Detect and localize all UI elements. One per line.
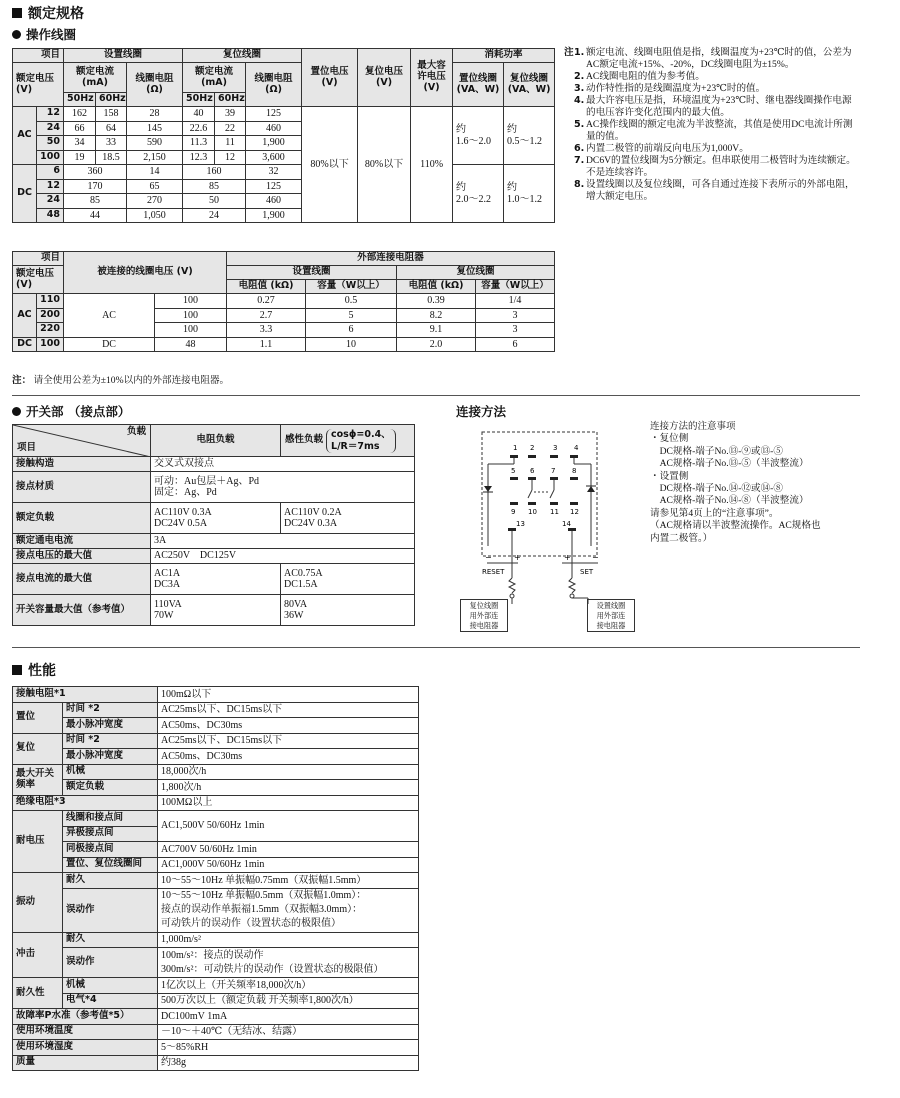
ext-resistor-table	[12, 251, 555, 352]
perf-label: 时间 *2	[63, 733, 158, 749]
perf-value: 5～85%RH	[158, 1040, 419, 1056]
connection-line: ・设置侧	[650, 470, 689, 482]
terminal-label: 10	[528, 508, 537, 516]
performance-table	[12, 686, 419, 1071]
switch-row-label: 开关容量最大值（参考值）	[13, 595, 151, 626]
coil-dc-power-set: 约 2.0～2.2	[453, 165, 504, 223]
ext-cell: 0.5	[306, 294, 397, 309]
switch-row-label: 接点电流的最大值	[13, 564, 151, 595]
coil-ac-power-reset: 约 0.5～1.2	[504, 107, 555, 165]
ext-cell: 3.3	[227, 323, 306, 338]
ext-note-label: 注：	[12, 375, 32, 386]
coil-h-reset: 复位线圈	[183, 49, 302, 63]
switch-row-label: 接点材质	[13, 472, 151, 503]
coil-ac-v: 24	[37, 121, 64, 136]
rating-notes	[564, 47, 860, 203]
coil-cell: 64	[96, 121, 127, 136]
perf-label: 接触电阻*1	[13, 687, 158, 703]
performance-title-text: 性能	[28, 663, 56, 679]
switch-h-inductive-cell	[281, 425, 415, 457]
perf-group-label: 复位	[13, 733, 63, 764]
switch-row-label: 接点电压的最大值	[13, 549, 151, 564]
note-num: 1.	[574, 47, 585, 58]
coil-cell: 50	[183, 194, 246, 209]
terminal-label: 14	[562, 520, 571, 528]
coil-cell: 11.3	[183, 136, 215, 151]
rating-section-title	[12, 3, 84, 23]
coil-cell: 18.5	[96, 150, 127, 165]
coil-h-item: 项目	[13, 49, 64, 63]
switch-h-item: 项目	[17, 442, 37, 454]
ext-h-set-res: 电阻值 (kΩ)	[227, 280, 306, 294]
ext-cell: 2.0	[397, 337, 476, 352]
terminal-label: 9	[511, 508, 516, 516]
coil-cell: 65	[127, 179, 183, 194]
switch-row-value-inductive: AC110V 0.2A DC24V 0.3A	[281, 503, 415, 534]
coil-cell: 44	[64, 208, 127, 223]
ext-cell: 100	[155, 294, 227, 309]
coil-cell: 40	[183, 107, 215, 122]
switch-row-label: 额定负载	[13, 503, 151, 534]
coil-h-rated-voltage: 额定电压(V)	[13, 63, 64, 107]
relay-outline	[482, 432, 597, 556]
perf-value: AC25ms以下、DC15ms以下	[158, 733, 419, 749]
switch-subtitle	[12, 402, 130, 420]
switch-row-value: AC250V DC125V	[151, 549, 415, 564]
perf-value: AC1,000V 50/60Hz 1min	[158, 857, 419, 873]
ext-ac-label: AC	[13, 294, 37, 338]
connection-subtitle-text: 连接方法	[456, 404, 507, 419]
coil-ac-label: AC	[13, 107, 37, 165]
coil-cell: 12	[215, 150, 246, 165]
connection-line: AC规格-端子No.⑭-⑧（半波整流）	[650, 495, 809, 507]
coil-dc-v: 12	[37, 179, 64, 194]
inductive-cond-2: L/R＝7ms	[331, 440, 380, 452]
terminal-label: 12	[570, 508, 579, 516]
coil-h-power: 消耗功率	[453, 49, 555, 63]
switch-table	[12, 424, 415, 626]
perf-label: 使用环境温度	[13, 1024, 158, 1040]
perf-group-label: 耐久性	[13, 978, 63, 1009]
perf-value: 10～55～10Hz 单振幅0.75mm（双振幅1.5mm）	[158, 873, 419, 889]
ext-note-text: 请全使用公差为±10%以内的外部连接电阻器。	[33, 375, 230, 386]
note-text: 设置线圈以及复位线圈，可各自通过连接下表所示的外部电阻，增大额定电压。	[586, 179, 855, 202]
perf-value: －10～＋40℃（无结冰、结露）	[158, 1024, 419, 1040]
set-label: SET	[580, 568, 594, 576]
ext-cell: 2.7	[227, 308, 306, 323]
ext-dc-coil-type: DC	[64, 337, 155, 352]
rating-section-title-text: 额定规格	[28, 6, 84, 22]
connection-line: （AC规格请以半波整流操作。AC规格也	[650, 520, 821, 532]
note-item	[564, 83, 860, 95]
note-text: AC线圈电阻的值为参考值。	[586, 71, 705, 82]
coil-dc-v: 48	[37, 208, 64, 223]
ext-cell: 3	[476, 323, 555, 338]
divider	[12, 647, 860, 648]
coil-cell: 39	[215, 107, 246, 122]
switch-row-value-inductive: AC0.75A DC1.5A	[281, 564, 415, 595]
coil-cell: 145	[127, 121, 183, 136]
square-bullet-icon	[12, 8, 22, 18]
note-num: 8.	[574, 179, 585, 190]
coil-cell: 125	[246, 107, 302, 122]
perf-value: 500万次以上（额定负载 开关频率1,800次/h）	[158, 993, 419, 1009]
coil-set-voltage: 80%以下	[302, 107, 358, 223]
switch-row-value: 交叉式双接点	[151, 457, 415, 472]
terminal-row-mid	[510, 467, 578, 498]
coil-h-reset-60hz: 60Hz	[215, 93, 246, 107]
coil-h-power-reset: 复位线圈(VA、W)	[504, 63, 555, 107]
ext-cell: 100	[155, 308, 227, 323]
ext-ac-v: 200	[37, 308, 64, 323]
note-text: DC6V的置位线圈为5分额定。但串联使用二极管时为连续额定。不是连续容许。	[586, 155, 856, 178]
perf-group-label: 振动	[13, 873, 63, 933]
circle-bullet-icon	[12, 407, 21, 416]
ext-h-reset-cap: 容量（W以上）	[476, 280, 555, 294]
connection-notes	[650, 421, 862, 545]
perf-group-label: 最大开关频率	[13, 764, 63, 795]
perf-value: 1亿次以上（开关频率18,000次/h）	[158, 978, 419, 994]
note-item	[564, 179, 860, 203]
minus-sign: −	[485, 553, 492, 562]
note-num: 4.	[574, 95, 585, 106]
coil-cell: 162	[64, 107, 96, 122]
coil-h-set-60hz: 60Hz	[96, 93, 127, 107]
switch-h-inductive: 感性负载	[285, 434, 324, 446]
terminal-label: 2	[530, 444, 535, 452]
ext-dc-label: DC	[13, 337, 37, 352]
coil-h-set: 设置线圈	[64, 49, 183, 63]
coil-cell: 160	[183, 165, 246, 180]
coil-dc-power-reset: 约 1.0～1.2	[504, 165, 555, 223]
connection-line: 请参见第4页上的“注意事项”。	[650, 507, 779, 519]
note-item	[564, 155, 860, 179]
ext-cell: 1/4	[476, 294, 555, 309]
perf-label: 误动作	[63, 948, 158, 978]
resistor-icon	[509, 578, 515, 593]
coil-cell: 12.3	[183, 150, 215, 165]
divider	[12, 395, 860, 396]
coil-cell: 158	[96, 107, 127, 122]
ext-h-reset-res: 电阻值 (kΩ)	[397, 280, 476, 294]
resistor-icon	[569, 578, 575, 593]
coil-dc-v: 6	[37, 165, 64, 180]
minus-sign: −	[592, 553, 599, 562]
coil-cell: 1,900	[246, 208, 302, 223]
perf-value: AC1,500V 50/60Hz 1min	[158, 811, 419, 842]
perf-label: 机械	[63, 764, 158, 780]
terminal-row-bottom	[510, 502, 579, 516]
note-label: 注	[564, 47, 574, 58]
note-num: 3.	[574, 83, 585, 94]
perf-value: 100MΩ以上	[158, 795, 419, 811]
coil-cell: 22.6	[183, 121, 215, 136]
coil-cell: 460	[246, 121, 302, 136]
plus-sign: +	[514, 553, 521, 562]
perf-value: 约38g	[158, 1055, 419, 1071]
ext-h-set-cap: 容量（W以上）	[306, 280, 397, 294]
switch-row-value: 可动：Au包层＋Ag、Pd 固定：Ag、Pd	[151, 472, 415, 503]
connection-line: DC规格-端子No.⑬-⑨或⑬-⑤	[650, 445, 783, 457]
coil-dc-label: DC	[13, 165, 37, 223]
switch-h-resistive: 电阻负载	[151, 425, 281, 457]
set-resistor-box: 设置线圈 用外部连 接电阻器	[587, 599, 635, 632]
coil-cell: 3,600	[246, 150, 302, 165]
plus-sign: +	[564, 553, 571, 562]
coil-h-reset-current: 额定电流(mA)	[183, 63, 246, 93]
ext-cell: 5	[306, 308, 397, 323]
note-item	[564, 71, 860, 83]
perf-value: AC700V 50/60Hz 1min	[158, 842, 419, 858]
coil-cell: 33	[96, 136, 127, 151]
perf-label: 最小脉冲宽度	[63, 718, 158, 734]
perf-value: 10～55～10Hz 单振幅0.5mm（双振幅1.0mm）： 接点的误动作单振福1.5mm（双振幅3.0mm）： 可动铁片的误动作（设置状态的极限值）	[158, 888, 419, 932]
ext-cell: 3	[476, 308, 555, 323]
note-item	[564, 47, 860, 71]
note-text: AC操作线圈的额定电流为半波整流，其值是使用DC电流计所测量的值。	[586, 119, 853, 142]
ext-dc-v: 100	[37, 337, 64, 352]
switch-h-load: 负载	[126, 426, 146, 437]
coil-h-max-voltage: 最大容许电压(V)	[411, 49, 453, 107]
note-item	[564, 95, 860, 119]
terminal-label: 5	[511, 467, 516, 475]
terminal-label: 7	[551, 467, 556, 475]
coil-cell: 11	[215, 136, 246, 151]
perf-value: 1,000m/s²	[158, 932, 419, 948]
ext-ac-v: 220	[37, 323, 64, 338]
note-text: 内置二极管的前端反向电压为1,000V。	[586, 143, 749, 154]
ext-note	[12, 372, 229, 386]
connection-line: AC规格-端子No.⑬-⑤（半波整流）	[650, 458, 809, 470]
perf-label: 线圈和接点间	[63, 811, 158, 827]
note-num: 2.	[574, 71, 585, 82]
ext-cell: 6	[476, 337, 555, 352]
perf-label: 质量	[13, 1055, 158, 1071]
terminal-label: 6	[530, 467, 535, 475]
terminal-label: 1	[513, 444, 518, 452]
coil-cell: 1,900	[246, 136, 302, 151]
coil-cell: 19	[64, 150, 96, 165]
coil-ac-power-set: 约 1.6～2.0	[453, 107, 504, 165]
inductive-cond-1: cosϕ=0.4、	[331, 428, 391, 440]
note-num: 7.	[574, 155, 585, 166]
perf-value: AC50ms、DC30ms	[158, 718, 419, 734]
note-text: 动作特性指的是线圈温度为+23℃时的值。	[586, 83, 766, 94]
diode-icon	[587, 486, 595, 492]
coil-h-set-50hz: 50Hz	[64, 93, 96, 107]
ext-ac-v: 110	[37, 294, 64, 309]
reset-resistor-box: 复位线圈 用外部连 接电阻器	[460, 599, 508, 632]
coil-cell: 28	[127, 107, 183, 122]
coil-ac-v: 50	[37, 136, 64, 151]
coil-cell: 85	[64, 194, 127, 209]
terminal-label: 11	[550, 508, 559, 516]
coil-cell: 34	[64, 136, 96, 151]
terminal-label: 13	[516, 520, 525, 528]
connection-subtitle	[456, 402, 506, 420]
connection-line: ・复位侧	[650, 433, 689, 445]
perf-value: 18,000次/h	[158, 764, 419, 780]
terminal-label: 4	[574, 444, 579, 452]
perf-value: 1,800次/h	[158, 780, 419, 796]
perf-label: 额定负载	[63, 780, 158, 796]
coil-cell: 1,050	[127, 208, 183, 223]
ext-cell: 10	[306, 337, 397, 352]
perf-label: 电气*4	[63, 993, 158, 1009]
terminal-label: 8	[572, 467, 577, 475]
perf-label: 置位、复位线圈间	[63, 857, 158, 873]
coil-h-reset-resistance: 线圈电阻(Ω)	[246, 63, 302, 107]
ext-cell: 9.1	[397, 323, 476, 338]
perf-group-label: 冲击	[13, 932, 63, 978]
inductive-condition	[326, 429, 396, 453]
coil-cell: 270	[127, 194, 183, 209]
note-num: 5.	[574, 119, 585, 130]
perf-label: 耐久	[63, 873, 158, 889]
coil-cell: 460	[246, 194, 302, 209]
perf-value: AC25ms以下、DC15ms以下	[158, 702, 419, 718]
ext-h-set: 设置线圈	[227, 266, 397, 280]
switch-row-label: 接触构造	[13, 457, 151, 472]
perf-label: 故障率P水准（参考值*5）	[13, 1009, 158, 1025]
perf-group-label: 耐电压	[13, 811, 63, 873]
coil-cell: 22	[215, 121, 246, 136]
note-text: 最大许容电压是指，环境温度为+23℃时、继电器线圈操作电源的电压容许变化范围内的最大值。	[586, 95, 852, 118]
coil-cell: 24	[183, 208, 246, 223]
perf-value: 100m/s²：接点的误动作 300m/s²：可动铁片的误动作（设置状态的极限值）	[158, 948, 419, 978]
perf-label: 耐久	[63, 932, 158, 948]
ext-ac-coil-type: AC	[64, 294, 155, 338]
coil-ac-v: 12	[37, 107, 64, 122]
perf-value: DC100mV 1mA	[158, 1009, 419, 1025]
perf-label: 误动作	[63, 888, 158, 932]
coil-cell: 66	[64, 121, 96, 136]
coil-ac-v: 100	[37, 150, 64, 165]
perf-value: 100mΩ以下	[158, 687, 419, 703]
coil-h-reset-voltage: 复位电压(V)	[358, 49, 411, 107]
coil-subtitle	[12, 25, 76, 43]
perf-label: 时间 *2	[63, 702, 158, 718]
perf-label: 机械	[63, 978, 158, 994]
ext-h-rated-voltage: 额定电压(V)	[13, 266, 64, 294]
note-num: 6.	[574, 143, 585, 154]
ext-cell: 100	[155, 323, 227, 338]
coil-table	[12, 48, 555, 223]
circle-bullet-icon	[12, 30, 21, 39]
perf-group-label: 置位	[13, 702, 63, 733]
perf-label: 使用环境湿度	[13, 1040, 158, 1056]
coil-cell: 125	[246, 179, 302, 194]
ext-cell: 6	[306, 323, 397, 338]
switch-row-value: 3A	[151, 534, 415, 549]
diode-icon	[484, 486, 492, 492]
switch-h-diag	[13, 425, 151, 457]
coil-cell: 85	[183, 179, 246, 194]
ext-cell: 8.2	[397, 308, 476, 323]
terminal-label: 3	[553, 444, 558, 452]
switch-row-label: 额定通电电流	[13, 534, 151, 549]
switch-row-value: AC110V 0.3A DC24V 0.5A	[151, 503, 281, 534]
switch-subtitle-text: 开关部 （接点部）	[26, 404, 131, 419]
reset-label: RESET	[482, 568, 505, 576]
coil-h-set-current: 额定电流(mA)	[64, 63, 127, 93]
coil-h-reset-50hz: 50Hz	[183, 93, 215, 107]
ext-h-reset: 复位线圈	[397, 266, 555, 280]
terminal-row-top	[510, 444, 579, 464]
ext-h-item: 项目	[13, 252, 64, 266]
ext-cell: 0.39	[397, 294, 476, 309]
square-bullet-icon	[12, 665, 22, 675]
ext-cell: 0.27	[227, 294, 306, 309]
ext-cell: 1.1	[227, 337, 306, 352]
coil-cell: 2,150	[127, 150, 183, 165]
coil-h-set-resistance: 线圈电阻(Ω)	[127, 63, 183, 107]
coil-cell: 360	[64, 165, 127, 180]
coil-h-power-set: 置位线圈(VA、W)	[453, 63, 504, 107]
coil-cell: 590	[127, 136, 183, 151]
coil-cell: 14	[127, 165, 183, 180]
perf-value: AC50ms、DC30ms	[158, 749, 419, 765]
coil-cell: 32	[246, 165, 302, 180]
ext-cell: 48	[155, 337, 227, 352]
ext-h-resistor: 外部连接电阻器	[227, 252, 555, 266]
switch-row-value: AC1A DC3A	[151, 564, 281, 595]
note-item	[564, 143, 860, 155]
perf-label: 异极接点间	[63, 826, 158, 842]
switch-row-value-inductive: 80VA 36W	[281, 595, 415, 626]
coil-subtitle-text: 操作线圈	[26, 27, 77, 42]
connection-line: DC规格-端子No.⑭-⑫或⑭-⑧	[650, 483, 783, 495]
note-text: 额定电流、线圈电阻值是指，线圈温度为+23℃时的值，公差为AC额定电流+15%、-20%，DC线圈电阻为±15%。	[586, 47, 852, 70]
connection-line: 内置二极管。）	[650, 532, 713, 544]
ext-h-coil-voltage: 被连接的线圈电压 (V)	[64, 252, 227, 294]
switch-row-value: 110VA 70W	[151, 595, 281, 626]
coil-cell: 170	[64, 179, 127, 194]
perf-label: 同极接点间	[63, 842, 158, 858]
perf-label: 最小脉冲宽度	[63, 749, 158, 765]
perf-label: 绝缘电阻*3	[13, 795, 158, 811]
coil-h-set-voltage: 置位电压(V)	[302, 49, 358, 107]
performance-title	[12, 660, 56, 680]
connection-notes-title: 连接方法的注意事项	[650, 421, 736, 432]
coil-reset-voltage: 80%以下	[358, 107, 411, 223]
coil-max-voltage: 110%	[411, 107, 453, 223]
coil-dc-v: 24	[37, 194, 64, 209]
note-item	[564, 119, 860, 143]
